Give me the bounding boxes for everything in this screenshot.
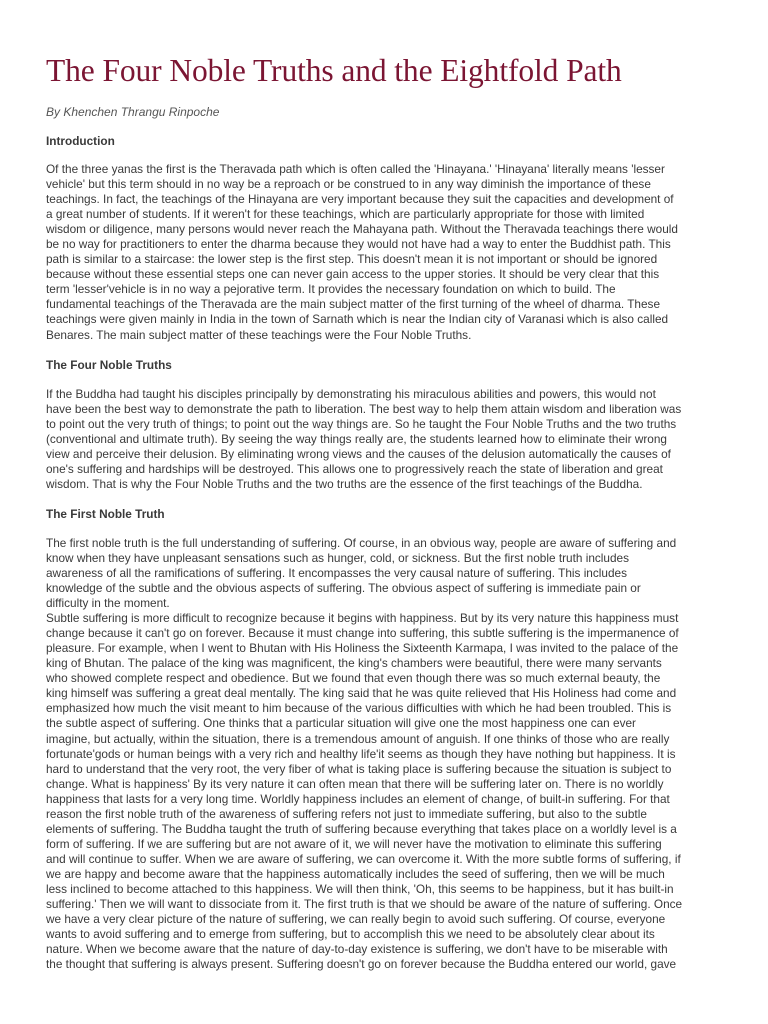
section-body-first-noble-truth — [46, 536, 722, 972]
paragraph-line: be no way for practitioners to enter the dharma because they would not have had a way to enter the Buddhist path. This — [46, 237, 671, 252]
paragraph-line: we are happy and become aware that the happiness automatically includes the seed of suffering, then we will be much — [46, 866, 665, 881]
paragraph-line: and will continue to suffer. When we are aware of suffering, we can overcome it. With the more subtle forms of suffering, if — [46, 851, 681, 866]
paragraph-line: the subtle aspect of suffering. One thinks that a particular situation will give one the most happiness one can ever — [46, 716, 636, 731]
paragraph-line: view and perceive their delusion. By eliminating wrong views and the causes of the delusion automatically the causes of — [46, 446, 671, 461]
paragraph-line: Of the three yanas the first is the Theravada path which is often called the 'Hinayana.' 'Hinayana' literally means 'lesser — [46, 162, 665, 176]
paragraph-line: a great number of students. If it weren't for these teachings, which are particularly appropriate for those with limited — [46, 207, 645, 222]
paragraph-line: teachings. In fact, the teachings of the Hinayana are very important because they suit the capacities and development of — [46, 192, 674, 207]
paragraph-line: have been the best way to demonstrate the path to liberation. The best way to help them attain wisdom and liberation was — [46, 401, 682, 416]
document-title: The Four Noble Truths and the Eightfold Path — [46, 53, 622, 88]
paragraph-line: nature. When we become aware that the nature of day-to-day existence is suffering, we don't have to be miserable with — [46, 942, 668, 957]
paragraph-line: teachings were given mainly in India in the town of Sarnath which is near the Indian city of Varanasi which is also called — [46, 312, 669, 327]
paragraph-line: imagine, but actually, within the situation, there is a tremendous amount of anguish. If one thinks of those who are really — [46, 731, 670, 746]
paragraph-line: Benares. The main subject matter of these teachings were the Four Noble Truths. — [46, 327, 472, 342]
paragraph-line: because without these essential steps one can never gain access to the upper stories. It should be very clear that this — [46, 267, 660, 282]
paragraph-line: know when they have unpleasant sensations such as hunger, cold, or sickness. But the first noble truth includes — [46, 550, 629, 565]
paragraph-line: Subtle suffering is more difficult to recognize because it begins with happiness. But by its very nature this happiness must — [46, 611, 679, 626]
paragraph-line: the thought that suffering is always present. Suffering doesn't go on forever because the Buddha entered our world, gave — [46, 957, 677, 972]
paragraph-line: form of suffering. If we are suffering but are not aware of it, we will never have the motivation to eliminate this suffering — [46, 836, 662, 851]
section-heading-first-noble-truth: The First Noble Truth — [46, 506, 165, 521]
paragraph-line: suffering.' Then we will want to dissociate from it. The first truth is that we should be aware of the nature of suffering. Once — [46, 897, 683, 912]
paragraph-line: knowledge of the subtle and the obvious aspects of suffering. The obvious aspect of suffering is immediate pain or — [46, 581, 641, 596]
paragraph-line: wisdom or diligence, many persons would never reach the Mahayana path. Without the Theravada teachings there would — [46, 222, 678, 237]
paragraph-line: to point out the very truth of things; to point out the way things are. So he taught the Four Noble Truths and the two truths — [46, 416, 677, 431]
paragraph-line: we have a very clear picture of the nature of suffering, we can really begin to avoid such suffering. Of course, everyone — [46, 912, 666, 927]
paragraph-line: reason the first noble truth of the awareness of suffering refers not just to immediate suffering, but also to the subtle — [46, 806, 647, 821]
author-byline: By Khenchen Thrangu Rinpoche — [46, 105, 220, 119]
paragraph-line: one's suffering and hardships will be destroyed. This allows one to progressively reach the state of liberation and great — [46, 461, 663, 476]
paragraph-line: path is similar to a staircase: the lower step is the first step. This doesn't mean it is not important or should be ignored — [46, 252, 658, 267]
document-page — [46, 48, 722, 972]
paragraph-line: king of Bhutan. The palace of the king was magnificent, the king's chambers were beautiful, there were many servants — [46, 656, 662, 671]
section-body-introduction — [46, 162, 722, 343]
paragraph-line: awareness of all the ramifications of suffering. It encompasses the very causal nature of suffering. This includes — [46, 565, 627, 580]
paragraph-line: The first noble truth is the full understanding of suffering. Of course, in an obvious way, people are aware of suffering and — [46, 535, 677, 550]
paragraph-line: change. What is happiness' By its very nature it can often mean that there will be suffering later on. There is no worldly — [46, 776, 664, 791]
paragraph-line: less inclined to become attached to this happiness. We will then think, 'Oh, this seems to be happiness, but it has built-in — [46, 881, 674, 896]
section-body-four-noble-truths — [46, 387, 722, 492]
paragraph-line: difficulty in the moment. — [46, 596, 170, 611]
section-heading-four-noble-truths: The Four Noble Truths — [46, 357, 172, 372]
paragraph-line: change because it can't go on forever. Because it must change into suffering, this subtle suffering is the impermanence of — [46, 626, 679, 641]
paragraph-line: pleasure. For example, when I went to Bhutan with His Holiness the Sixteenth Karmapa, I was invited to the palace of the — [46, 641, 679, 656]
paragraph-line: emphasized how much the visit meant to him because of the various difficulties with which he had been troubled. This is — [46, 701, 672, 716]
paragraph-line: elements of suffering. The Buddha taught the truth of suffering because everything that takes place on a worldly level is a — [46, 821, 677, 836]
paragraph-line: happiness that lasts for a very long time. Worldly happiness includes an element of change, of built-in suffering. For that — [46, 791, 670, 806]
paragraph-line: king himself was suffering a great deal mentally. The king said that he was quite relieved that His Holiness had come and — [46, 686, 677, 701]
paragraph-line: (conventional and ultimate truth). By seeing the way things really are, the students learned how to eliminate their wrong — [46, 431, 667, 446]
paragraph-line: hard to understand that the very root, the very fiber of what is taking place is suffering because the situation is subject to — [46, 761, 672, 776]
paragraph-line: wisdom. That is why the Four Noble Truths and the two truths are the essence of the first teachings of the Buddha. — [46, 476, 643, 491]
paragraph-line: wants to avoid suffering and to emerge from suffering, but to accomplish this we need to be absolutely clear about its — [46, 927, 655, 942]
paragraph-line: fortunate'gods or human beings with a very rich and healthy life'it seems as though they have nothing but happiness. It is — [46, 746, 676, 761]
paragraph-line: fundamental teachings of the Theravada are the main subject matter of the first turning of the wheel of dharma. These — [46, 297, 661, 312]
paragraph-line: vehicle' but this term should in no way be a reproach or be construed to in any way diminish the importance of these — [46, 177, 651, 192]
section-heading-introduction: Introduction — [46, 134, 115, 148]
paragraph-line: If the Buddha had taught his disciples principally by demonstrating his miraculous abilities and powers, this would not — [46, 386, 656, 401]
paragraph-line: term 'lesser'vehicle is in no way a pejorative term. It provides the necessary foundation on which to build. The — [46, 282, 616, 297]
paragraph-line: who showed complete respect and obedience. But we found that even though there was so much external beauty, the — [46, 671, 661, 686]
